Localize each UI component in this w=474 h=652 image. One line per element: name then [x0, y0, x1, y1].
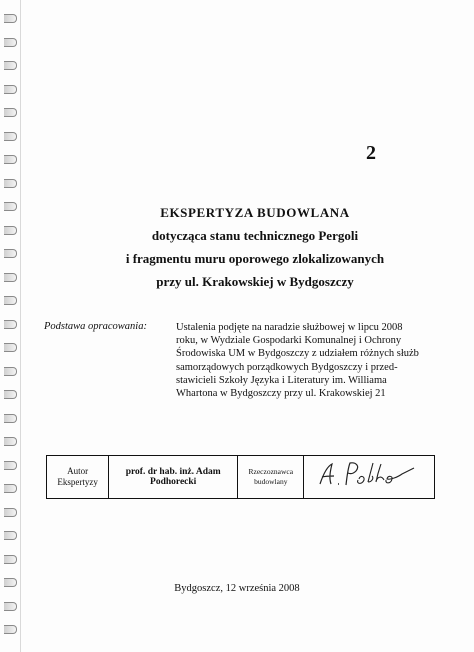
document-title	[80, 201, 430, 293]
binding-ring	[4, 38, 17, 47]
basis-line: stawicieli Szkoły Języka i Literatury im. Williama	[176, 374, 387, 386]
spiral-binding	[0, 0, 22, 652]
title-line-3: i fragmentu muru oporowego zlokalizowanych	[125, 251, 385, 266]
binding-ring	[4, 602, 17, 611]
author-label-line-1: Autor	[67, 466, 89, 476]
basis-line: samorządowych porządkowych Bydgoszczy i przed-	[176, 361, 398, 373]
expert-label-cell	[238, 456, 304, 499]
binding-ring	[4, 414, 17, 423]
expert-label-line-1: Rzeczoznawca	[248, 467, 294, 476]
author-label-cell	[47, 456, 109, 499]
binding-ring	[4, 155, 17, 164]
binding-ring	[4, 555, 17, 564]
handwritten-signature	[310, 458, 428, 492]
author-label-line-2: Ekspertyzy	[57, 477, 98, 487]
signature-cell	[304, 456, 435, 499]
binding-ring	[4, 249, 17, 258]
basis-line: roku, w Wydziale Gospodarki Komunalnej i Ochrony	[176, 335, 402, 347]
binding-ring	[4, 343, 17, 352]
binding-ring	[4, 108, 17, 117]
binding-ring	[4, 132, 17, 141]
authors-table	[46, 455, 435, 499]
basis-line: Środowiska UM w Bydgoszczy z udziałem różnych służb	[176, 348, 419, 360]
binding-ring	[4, 85, 17, 94]
basis-label: Podstawa opracowania:	[44, 321, 147, 332]
author-name: prof. dr hab. inż. Adam Podhorecki	[125, 467, 221, 487]
binding-ring	[4, 61, 17, 70]
basis-line: Ustalenia podjęte na naradzie służbowej w lipcu 2008	[176, 322, 403, 333]
binding-ring	[4, 531, 17, 540]
binding-ring	[4, 625, 17, 634]
place-and-date: Bydgoszcz, 12 września 2008	[174, 583, 300, 594]
author-name-cell	[109, 456, 238, 499]
binding-ring	[4, 437, 17, 446]
binding-ring	[4, 202, 17, 211]
binding-ring	[4, 320, 17, 329]
page-number: 2	[366, 142, 376, 164]
binding-ring	[4, 296, 17, 305]
basis-line: Whartona w Bydgoszczy przy ul. Krakowskiej 21	[176, 388, 386, 400]
basis-text	[176, 321, 434, 400]
binding-edge-line	[20, 0, 21, 652]
binding-ring	[4, 226, 17, 235]
binding-ring	[4, 508, 17, 517]
binding-ring	[4, 14, 17, 23]
binding-ring	[4, 390, 17, 399]
binding-ring	[4, 484, 17, 493]
title-line-4: przy ul. Krakowskiej w Bydgoszczy	[156, 274, 354, 289]
title-line-1: EKSPERTYZA BUDOWLANA	[160, 205, 350, 220]
binding-ring	[4, 367, 17, 376]
title-line-2: dotycząca stanu technicznego Pergoli	[151, 228, 359, 243]
binding-ring	[4, 273, 17, 282]
binding-ring	[4, 461, 17, 470]
binding-ring	[4, 179, 17, 188]
expert-label-line-2: budowlany	[254, 477, 288, 486]
